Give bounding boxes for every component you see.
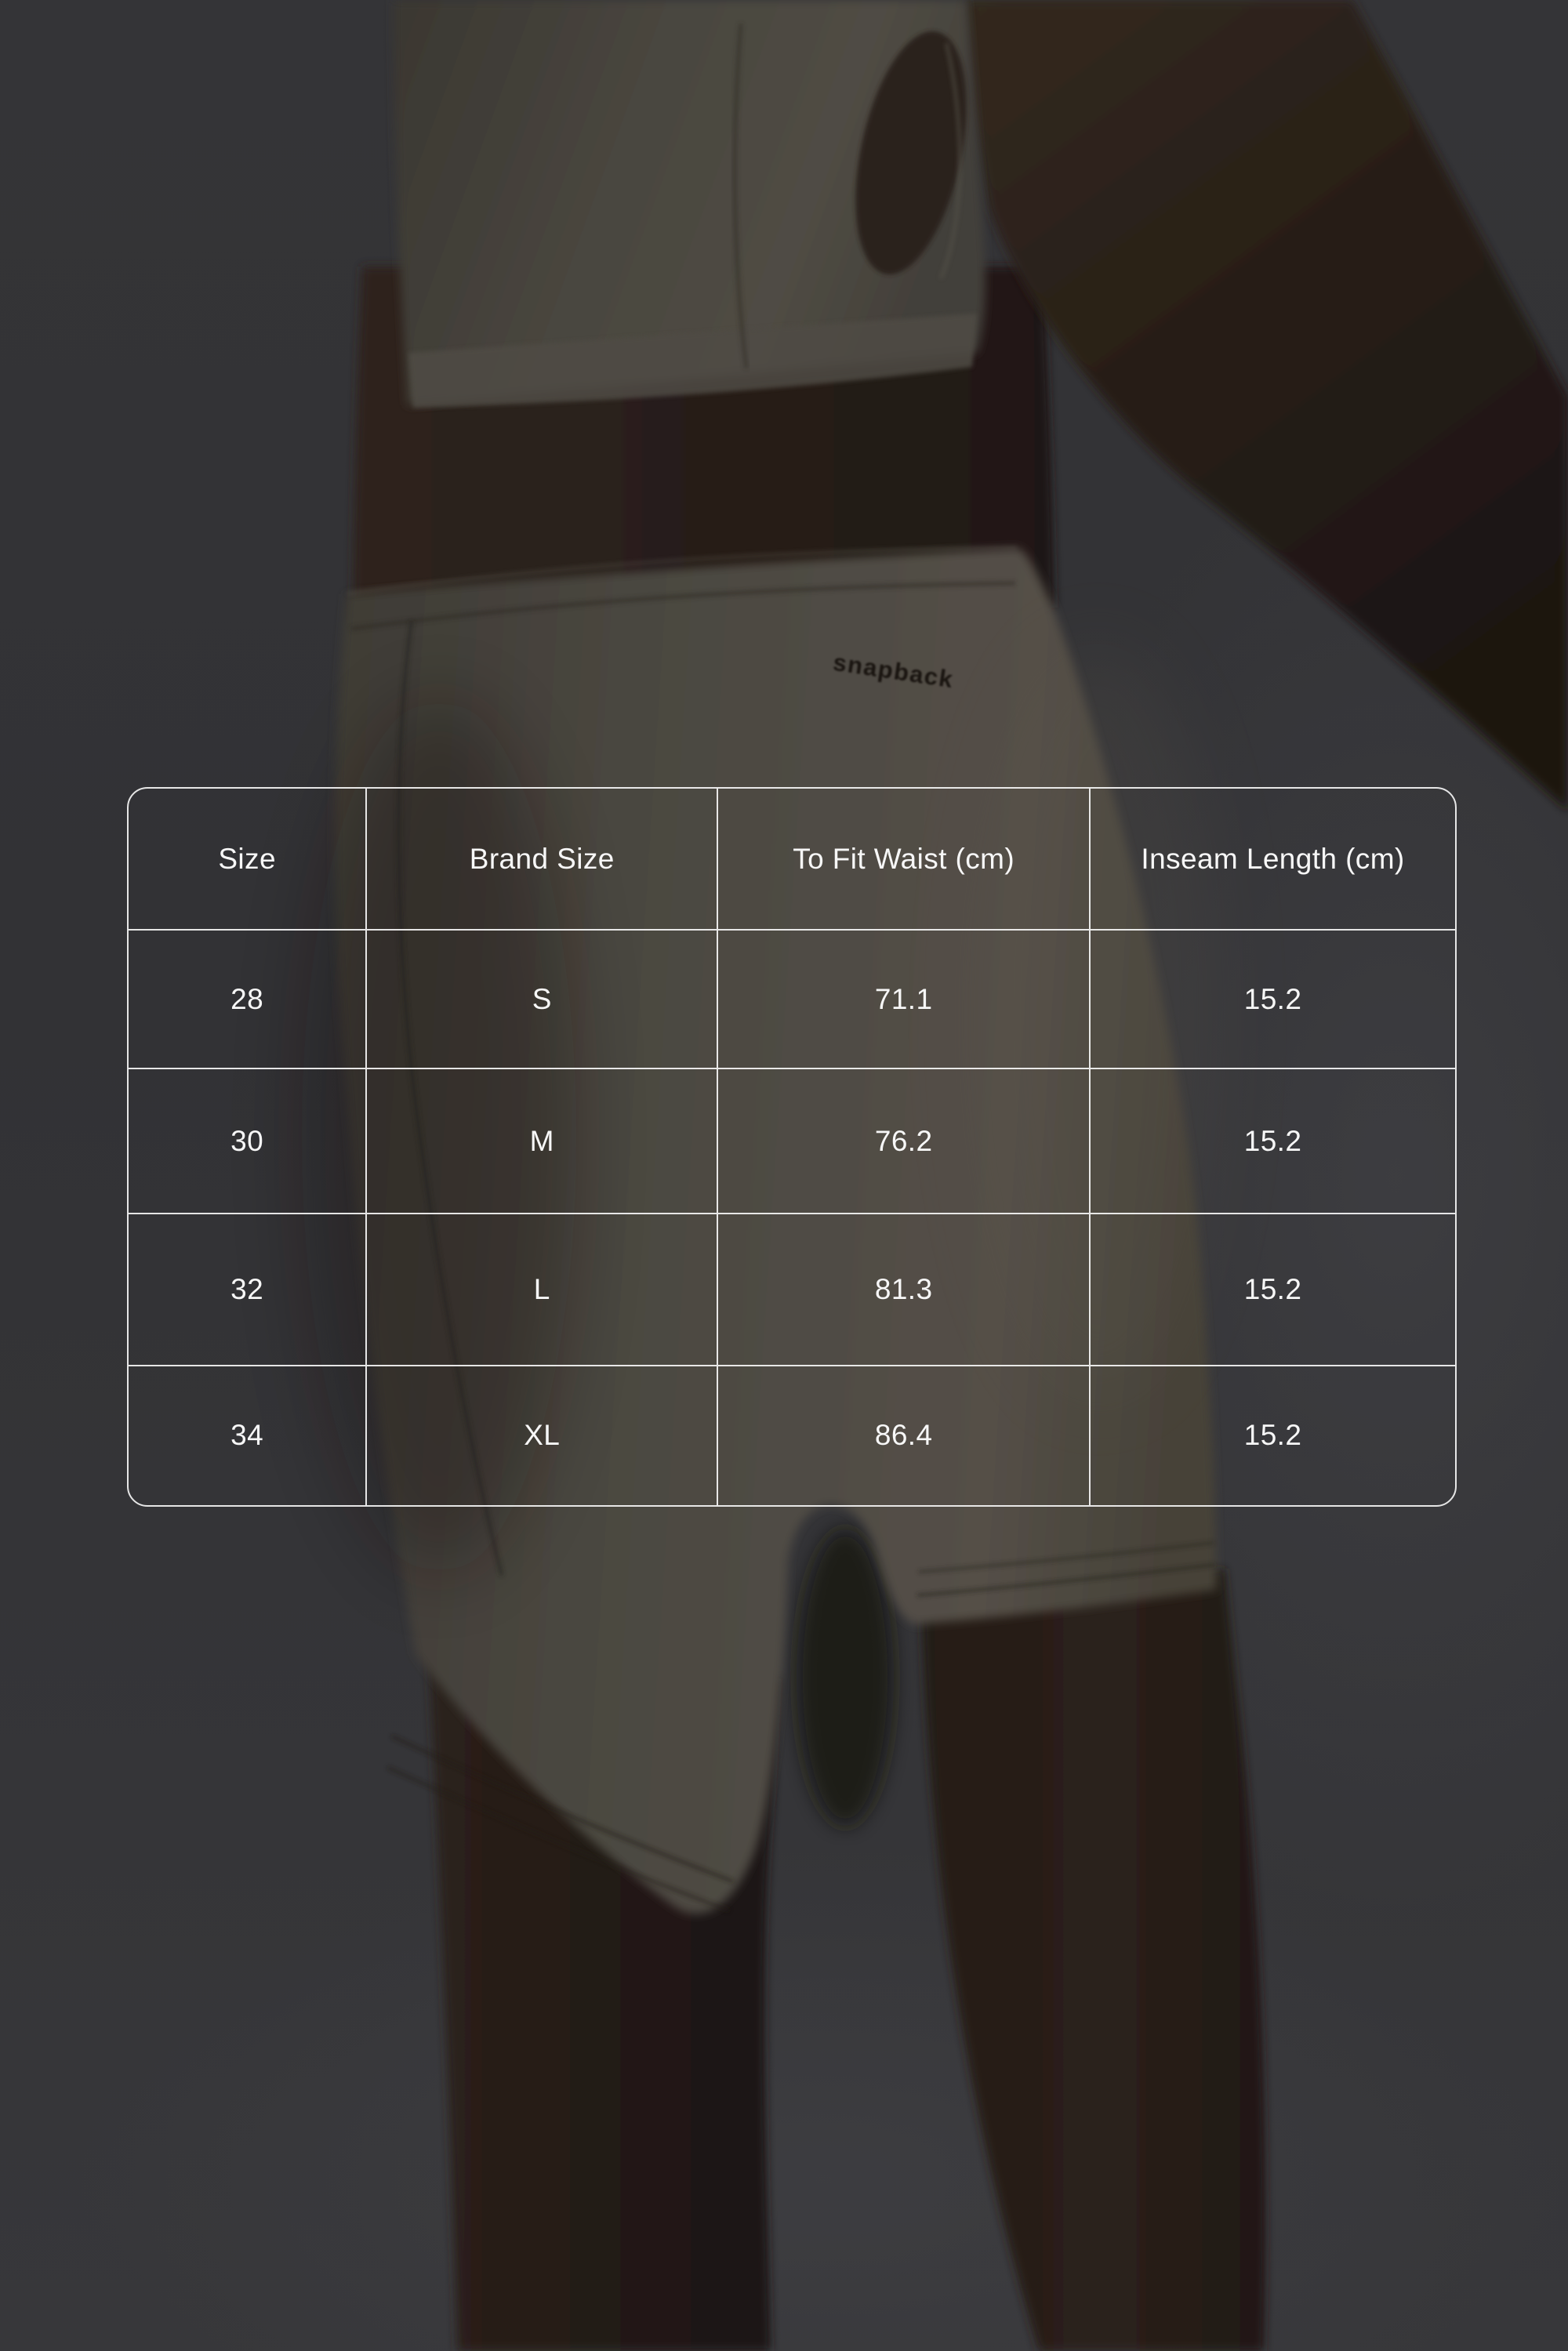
header-size: Size	[218, 842, 276, 875]
cell-r1-brand-size: S	[365, 929, 717, 1068]
cell-r2-inseam: 15.2	[1089, 1068, 1455, 1212]
cell-r1-size: 28	[129, 929, 365, 1068]
background-glow-bottom	[78, 1850, 1568, 2351]
header-brand-size: Brand Size	[365, 789, 717, 929]
cell-r4-brand-size: XL	[365, 1365, 717, 1505]
cell-r3-waist: 81.3	[717, 1213, 1089, 1365]
header-waist: To Fit Waist (cm)	[717, 789, 1089, 929]
header-inseam: Inseam Length (cm)	[1089, 789, 1455, 929]
cell-r1-inseam: 15.2	[1089, 929, 1455, 1068]
size-chart-table	[127, 787, 1457, 1507]
cell-r2-size: 30	[129, 1068, 365, 1212]
cell-r2-waist: 76.2	[717, 1068, 1089, 1212]
cell-r2-brand-size: M	[365, 1068, 717, 1212]
cell-r3-inseam: 15.2	[1089, 1213, 1455, 1365]
cell-r3-size: 32	[129, 1213, 365, 1365]
cell-r3-brand-size: L	[365, 1213, 717, 1365]
cell-r4-size: 34	[129, 1365, 365, 1505]
brand-logo-text: snapback	[831, 648, 956, 694]
thigh-gap-shadow	[797, 1529, 894, 1827]
cell-r4-inseam: 15.2	[1089, 1365, 1455, 1505]
cell-r4-waist: 86.4	[717, 1365, 1089, 1505]
cell-r1-waist: 71.1	[717, 929, 1089, 1068]
